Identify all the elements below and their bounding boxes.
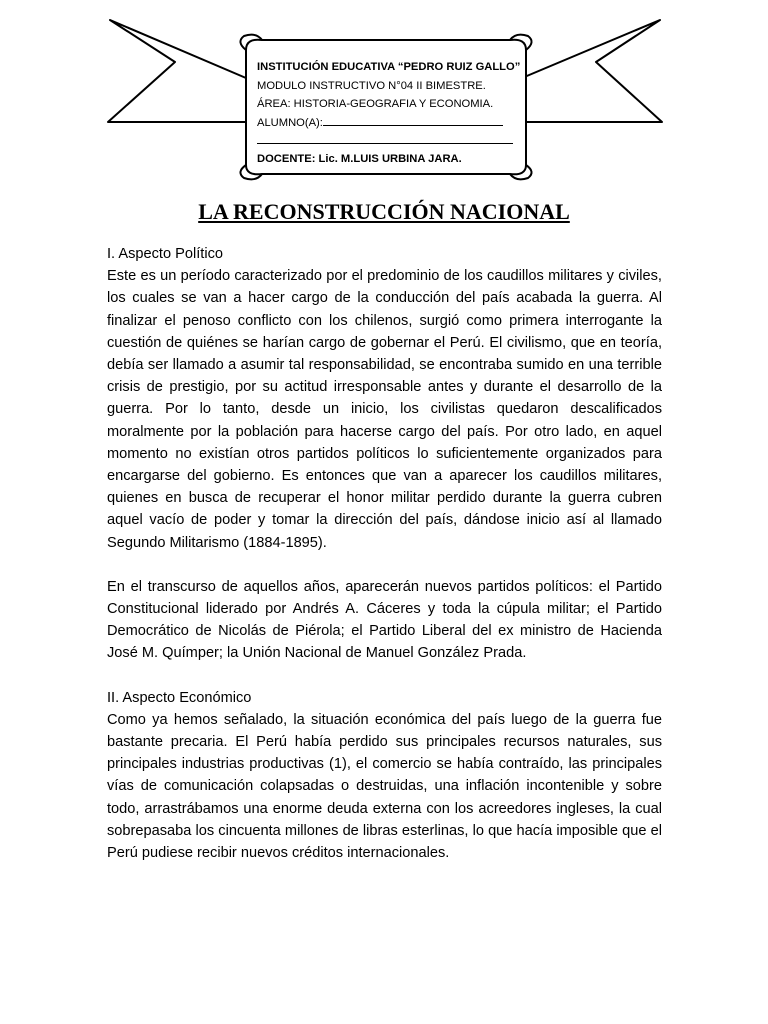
header-info <box>257 58 521 169</box>
area-line: ÁREA: HISTORIA-GEOGRAFIA Y ECONOMIA. <box>257 98 494 111</box>
paragraph: Este es un período caracterizado por el predominio de los caudillos militares y civiles, los cuales se van a hacer cargo de la conducción del país acabada la guerra. Al finalizar el penoso conflicto con los chilenos, surgió como primera interrogante la cuestión de quiénes se harían cargo de gobernar el Perú. El civilismo, que en teoría, debía ser llamado a asumir tal responsabilidad, se encontraba sumido en una terrible crisis de prestigio, por su actitud irresponsable antes y durante el desarrollo de la guerra. Por lo tanto, desde un inicio, los civilistas quedaron descalificados moralmente por la población para hacerse cargo del país. Por otro lado, en aquel momento no existían otros partidos políticos lo suficientemente organizados para encargarse del gobierno. Es entonces que van a aparecer los caudillos militares, quienes en busca de recuperar el honor militar perdido durante la guerra cubren aquel vacío de poder y tomar la dirección del país, dándose inicio así al llamado Segundo Militarismo (1884-1895). <box>107 268 662 551</box>
section-heading-politico: I. Aspecto Político <box>107 246 224 262</box>
teacher-label: DOCENTE: <box>257 153 316 166</box>
student-name-blank <box>323 114 503 126</box>
paragraph: En el transcurso de aquellos años, aparecerán nuevos partidos políticos: el Partido Constitucional liderado por Andrés A. Cáceres y toda la cúpula militar; el Partido Democrático de Nicolás de Piérola; el Partido Liberal del ex ministro de Hacienda José M. Químper; la Unión Nacional de Manuel González Prada. <box>107 578 662 662</box>
student-label: ALUMNO(A): <box>257 116 323 129</box>
institution-name: INSTITUCIÓN EDUCATIVA “PEDRO RUIZ GALLO” <box>257 61 521 73</box>
teacher-name: Lic. M.LUIS URBINA JARA. <box>318 153 462 166</box>
paragraph: Como ya hemos señalado, la situación económica del país luego de la guerra fue bastante precaria. El Perú había perdido sus principales recursos naturales, sus principales industrias productivas (1), el comercio se había contraído, las principales vías de comunicación colapsadas o destruidas, una inflación incontenible y sobre todo, arrastrábamos una enorme deuda externa con los acreedores ingleses, la cual sobrepasaba los cincuenta millones de libras esterlinas, lo que hacía imposible que el Perú pudiese recibir nuevos créditos internacionales. <box>107 711 662 862</box>
student-name-blank-2 <box>257 132 513 144</box>
page-title: LA RECONSTRUCCIÓN NACIONAL <box>198 199 570 224</box>
document-body <box>107 243 662 864</box>
section-heading-economico: II. Aspecto Económico <box>107 689 252 706</box>
student-line <box>257 114 521 133</box>
module-line: MODULO INSTRUCTIVO N°04 II BIMESTRE. <box>257 79 486 92</box>
teacher-line <box>257 150 521 169</box>
